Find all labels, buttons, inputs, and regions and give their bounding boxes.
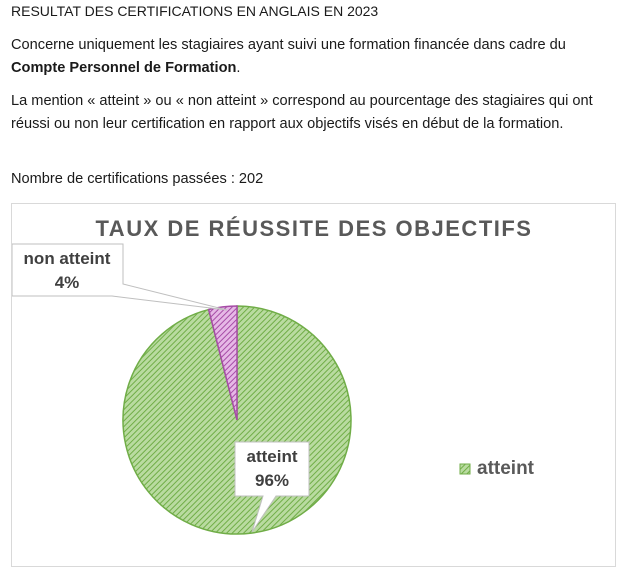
chart-title: TAUX DE RÉUSSITE DES OBJECTIFS [95, 216, 533, 241]
pie-chart [11, 203, 616, 567]
document-title: RESULTAT DES CERTIFICATIONS EN ANGLAIS EN 2023 [11, 3, 379, 19]
scope-bold-text: Compte Personnel de Formation [11, 59, 237, 76]
scope-text: Concerne uniquement les stagiaires ayant suivi une formation financée dans cadre du [11, 37, 566, 53]
definition-paragraph: La mention « atteint » ou « non atteint » correspond au pourcentage des stagiaires qui ont réussi ou non leur certification en rapport aux objectifs visés en début de la formation. [11, 93, 593, 132]
data-label-percent: 96% [254, 471, 290, 490]
data-label-category: atteint [246, 447, 298, 466]
data-label-category: non atteint [23, 249, 111, 268]
data-label-non-atteint [12, 244, 227, 310]
scope-paragraph [11, 34, 616, 79]
chart-canvas [12, 204, 617, 568]
legend-swatch [460, 464, 470, 474]
legend-label: atteint [477, 458, 534, 479]
data-label-percent: 4% [54, 273, 80, 292]
legend-item-atteint [460, 458, 535, 479]
scope-end: . [236, 59, 241, 76]
certification-count: Nombre de certifications passées : 202 [11, 171, 264, 187]
